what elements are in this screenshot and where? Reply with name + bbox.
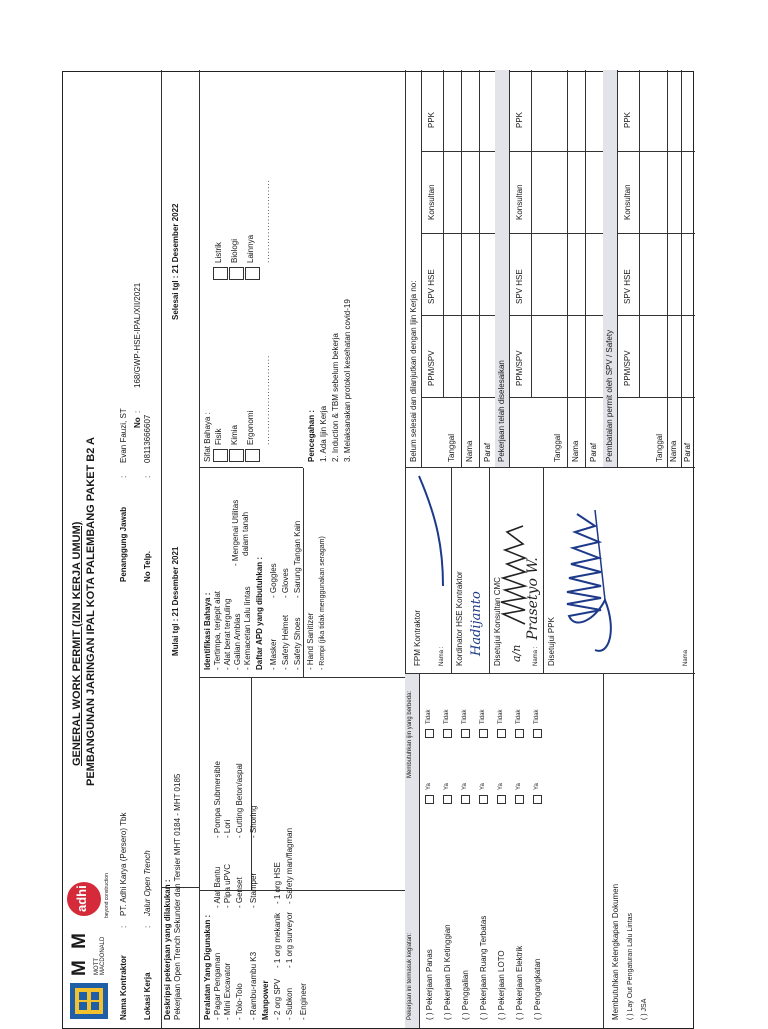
ya-label: Ya [426,783,432,790]
apd-item: - Rompi (jika tidak menggunakan seragam) [319,536,326,670]
tidak-checkbox[interactable] [533,729,542,738]
sifat-item: Listrik [214,242,223,263]
bahaya-item: - Tertimpa, terjepit alat [213,591,222,670]
ya-checkbox[interactable] [443,795,452,804]
tidak-label: Tidak [516,709,522,724]
lokasi-label: Lokasi Kerja [143,972,152,1020]
tidak-label: Tidak [534,709,540,724]
kegiatan-item: ( ) Pengangkatan [533,958,542,1020]
ya-checkbox[interactable] [479,795,488,804]
no-value: 168/GWP-HSE-IPAL/XII/2021 [133,282,142,388]
konsultan-signature-name: Prasetyo W. [525,557,541,640]
tidak-checkbox[interactable] [515,729,524,738]
ppk-label: Disetujui PPK [547,617,556,666]
pj-value: Evan Fauzi, ST [119,408,128,463]
peralatan-item: - Lori [223,819,232,838]
kegiatan-header: Pekerjaan ini termasuk kegiatan: [407,932,413,1020]
selesai-date: Selesai tgl : 21 Desember 2022 [171,203,180,320]
sifat-checkbox[interactable] [213,267,228,280]
peralatan-item: - Genset [235,877,244,908]
col-header: PPK [427,111,436,128]
peralatan-label: Peralatan Yang Digunakan : [203,914,212,1020]
sifat-item: Biologi [230,238,239,263]
pencegahan-item: 2. Induction & TBM sebelum bekerja [331,333,340,462]
ya-label: Ya [498,783,504,790]
manpower-item: - Engineer [299,983,308,1020]
col-header: SPV HSE [427,269,436,304]
fpm-signature-icon [413,470,449,588]
peralatan-item: - Stamper [249,872,258,908]
kegiatan-item: ( ) Pekerjaan LOTO [497,950,506,1020]
peralatan-item: - Rambu-rambu K3 [249,951,258,1020]
sifat-checkbox[interactable] [245,267,260,280]
row-label: Paraf [589,442,598,462]
col-header: PPM/SPV [623,350,632,386]
pencegahan-item: 1. Ada Ijin Kerja [319,405,328,462]
ya-checkbox[interactable] [461,795,470,804]
col-header: SPV HSE [623,269,632,304]
ya-checkbox[interactable] [497,795,506,804]
adhi-logo-text: adhi [74,885,89,912]
kegiatan-item: ( ) Pekerjaan Ruang Terbatas [479,915,488,1020]
manpower-item: - 2 org SPV [273,978,282,1020]
row-label: Tanggal [553,433,562,462]
tidak-checkbox[interactable] [425,729,434,738]
row-label: Paraf [483,442,492,462]
apd-item: - Gloves [281,568,290,598]
deskripsi-label: Deskripsi pekerjaan yang dilakukan : [163,879,172,1020]
row-label: Tanggal [655,433,664,462]
col-header: Konsultan [515,184,524,220]
kontraktor-value: PT. Adhi Karya (Persero) Tbk [119,812,128,916]
row-label: Nama [669,440,678,462]
tidak-checkbox[interactable] [461,729,470,738]
ya-checkbox[interactable] [515,795,524,804]
kegiatan-item: ( ) Pekerjaan Elektrik [515,945,524,1020]
tidak-label: Tidak [462,709,468,724]
manpower-item: - Safety man/flagman [285,827,294,904]
row-label: Nama [465,440,474,462]
sifat-item: Fisik [214,428,223,445]
dokumen-item: ( ) Lay Out Pengaturan Lalu Lintas [627,912,634,1020]
apd-item: - Hand Sanitizer [306,612,315,670]
mott-logo: M M [69,930,90,976]
konsultan-label: Disetujui Konsultan CMC [493,577,502,666]
row-label: Tanggal [447,433,456,462]
col-header: Konsultan [427,184,436,220]
ya-label: Ya [480,783,486,790]
manpower-item: - Subkon [285,987,294,1020]
sifat-item: Ergonomi [246,410,255,445]
sifat-checkbox[interactable] [229,449,244,462]
tidak-checkbox[interactable] [479,729,488,738]
konsultan-prefix: a/n [510,644,523,662]
col-header: PPK [515,111,524,128]
apd-item: - Safety Shoes [293,617,302,670]
peralatan-item: - Pompa Submersible [213,761,222,838]
kontraktor-label: Nama Kontraktor [119,955,128,1020]
ppk-signature-icon [555,480,619,660]
apd-item: - Masker [269,638,278,670]
col-header: PPM/SPV [515,350,524,386]
bahaya-item: - Mengenai Utilitas [231,499,240,566]
sec2-label: Pekerjaan telah diselesaikan [497,360,506,462]
col-header: SPV HSE [515,269,524,304]
konsultan-nama: Nama : [533,646,539,666]
col-header: Konsultan [623,184,632,220]
ya-label: Ya [534,783,540,790]
kordinator-signature: Hadijanto [469,591,484,656]
form-title: GENERAL WORK PERMIT (IZIN KERJA UMUM) [71,521,83,766]
manpower-item: - 1 org surveyor [285,911,294,968]
tidak-checkbox[interactable] [443,729,452,738]
form-subtitle: PEMBANGUNAN JARINGAN IPAL KOTA PALEMBANG PAKET B2 A [85,437,97,786]
fpm-label: FPM Kontraktor [413,609,422,666]
peralatan-item: - Cutting Beton/aspal [235,763,244,838]
peralatan-item: - Mini Excavator [223,962,232,1020]
telp-value: 08113666607 [143,414,152,463]
row-label: Paraf [683,442,692,462]
col-header: PPK [623,111,632,128]
pu-logo [69,982,109,1020]
mott-text2: MACDONALD [100,936,106,975]
sifat-item: Kimia [230,424,239,445]
kegiatan-item: ( ) Pekerjaan Panas [425,949,434,1020]
col-header: PPM/SPV [427,350,436,386]
kordinator-label: Kordinator HSE Kontraktor [455,571,464,666]
apd-item: - Safety Helmet [281,614,290,670]
peralatan-item: - Alat Bantu [213,866,222,908]
work-permit-form: M M MOTT MACDONALD adhi beyond construction GENERAL WORK PERMIT (IZIN KERJA UMUM) PEMBANGUNAN JARINGAN IPAL KOTA PALEMBANG PAKET B2 A No : 168/GWP-HSE-IPAL/XII/2021 Nama Kontraktor : PT. Adhi Karya (Persero) Tbk Lokasi Kerja : Jalur Open Trench Penanggung Jawab : Evan Fauzi, ST No Telp. : 08113666607 Deskripsi pekerjaan yang dilakukan : Pekerjaan Open Trench Sekunder dan Tersier MHT 0184 - MHT 0185 Mulai tgl : 21 Desember 2021 Selesai tgl : 21 Desember 2022 Peralatan Yang Digunakan : - Pagar Pengaman - Mini Excavator - Tolo-Tolo - Rambu-rambu K3 - Alat Bantu - Pipa uPVC - Genset - Stamper - Pompa Submersible - Lori - Cutting Beton/aspal - Shoring Manpower - 2 org SPV - 1 org mekanik - 1 org HSE - Subkon - 1 org surveyor - Safety man/flagman - Engineer Identifikasi Bahaya : - Tertimpa, terjepit alat - Alat berat terguling - Galian Amblas - Kemacetan Lalu lintas - Mengenai Utilitas dalam tanah Sifat Bahaya : Fisik Kimia Ergonomi ............................ Listrik Biologi Lainnya .......................... Daftar APD yang dibutuhkan : - Masker - Safety Helmet - Safety Shoes - Hand Sanitizer - Goggles - Gloves - Sarung Tangan Kain - Rompi (jika tidak menggunakan seragam) Pencegahan : 1. Ada Ijin Kerja 2. Induction & TBM sebelum bekerja 3. Melaksanakan protokol kesehatan covid-19 Pekerjaan ini termasuk kegiatan: Membutuhkan ijin yang berbeda: ( ) Pekerjaan Panas ( ) Pekerjaan Di Ketinggian ( ) Penggalian ( ) Pekerjaan Ruang Terbatas ( ) Pekerjaan LOTO ( ) Pekerjaan Elektrik ( ) Pengangkatan Ya Tidak Ya Tidak Ya Tidak Ya Tidak Ya Tidak Ya Tidak Ya Tidak Membutuhkan Kelengkapan Dokumen ( ) Lay Out Pengaturan Lalu Lintas ( ) JSA FPM Kontraktor Nama : Kordinator HSE Kontraktor Hadijanto Disetujui Konsultan CMC a/n Prasetyo W. Nama : Disetujui PPK Nama Belum selesai dan dilanjutkan dengan Ijin Kerja no: PPM/SPV SPV HSE Konsultan PPK Tanggal Nama Paraf Pekerjaan telah diselesaikan PPM/SPV SPV HSE Konsultan PPK Tanggal Nama Paraf Pembatalan permit oleh SPV / Safety PPM/SPV SPV HSE Konsultan PPK Tanggal Nama Paraf [62,71,694,1029]
konsultan-signature-icon [497,488,531,628]
dokumen-item: ( ) JSA [641,998,648,1020]
deskripsi-value: Pekerjaan Open Trench Sekunder dan Tersier MHT 0184 - MHT 0185 [173,773,182,1020]
apd-label: Daftar APD yang dibutuhkan : [255,556,264,670]
ya-label: Ya [516,783,522,790]
ppk-nama: Nama [683,649,689,666]
dokumen-label: Membutuhkan Kelengkapan Dokumen [611,883,620,1020]
row-label: Nama [571,440,580,462]
bahaya-item: - Galian Amblas [233,613,242,670]
manpower-item: - 1 org mekanik [273,912,282,968]
sifat-label: Sifat Bahaya : [203,412,212,462]
bahaya-label: Identifikasi Bahaya : [203,592,212,670]
sifat-checkbox[interactable] [245,449,260,462]
pj-label: Penanggung Jawab [119,506,128,582]
peralatan-item: - Pipa uPVC [223,863,232,908]
ya-checkbox[interactable] [533,795,542,804]
bahaya-item: - Kemacetan Lalu lintas [243,586,252,670]
tidak-label: Tidak [444,709,450,724]
manpower-label: Manpower [261,980,270,1020]
kegiatan-item: ( ) Penggalian [461,970,470,1020]
sifat-checkbox[interactable] [213,449,228,462]
peralatan-item: - Pagar Pengaman [213,952,222,1020]
mott-text1: MOTT [94,958,100,975]
adhi-tagline: beyond construction [104,873,110,918]
tidak-checkbox[interactable] [497,729,506,738]
apd-item: - Sarung Tangan Kain [293,520,302,598]
kegiatan-item: ( ) Pekerjaan Di Ketinggian [443,924,452,1020]
tidak-label: Tidak [480,709,486,724]
pencegahan-label: Pencegahan : [307,409,316,462]
manpower-item: - 1 org HSE [273,862,282,904]
ya-checkbox[interactable] [425,795,434,804]
tidak-label: Tidak [498,709,504,724]
ya-label: Ya [444,783,450,790]
mulai-date: Mulai tgl : 21 Desember 2021 [171,546,180,656]
tidak-label: Tidak [426,709,432,724]
apd-item: - Goggles [269,563,278,598]
sec3-label: Pembatalan permit oleh SPV / Safety [605,329,614,462]
sifat-item: Lainnya [246,234,255,263]
ya-label: Ya [462,783,468,790]
sec1-label: Belum selesai dan dilanjutkan dengan Ijin Kerja no: [409,280,418,462]
no-label: No [133,417,142,428]
peralatan-item: - Shoring [249,805,258,838]
fpm-nama: Nama : [439,646,445,666]
peralatan-item: - Tolo-Tolo [235,983,244,1020]
bahaya-item: dalam tanah [241,511,250,556]
pencegahan-item: 3. Melaksanakan protokol kesehatan covid-19 [343,299,352,462]
sifat-checkbox[interactable] [229,267,244,280]
ijin-header: Membutuhkan ijin yang berbeda: [407,690,413,778]
bahaya-item: - Alat berat terguling [223,598,232,670]
telp-label: No Telp. [143,551,152,582]
lokasi-value: Jalur Open Trench [143,850,152,916]
